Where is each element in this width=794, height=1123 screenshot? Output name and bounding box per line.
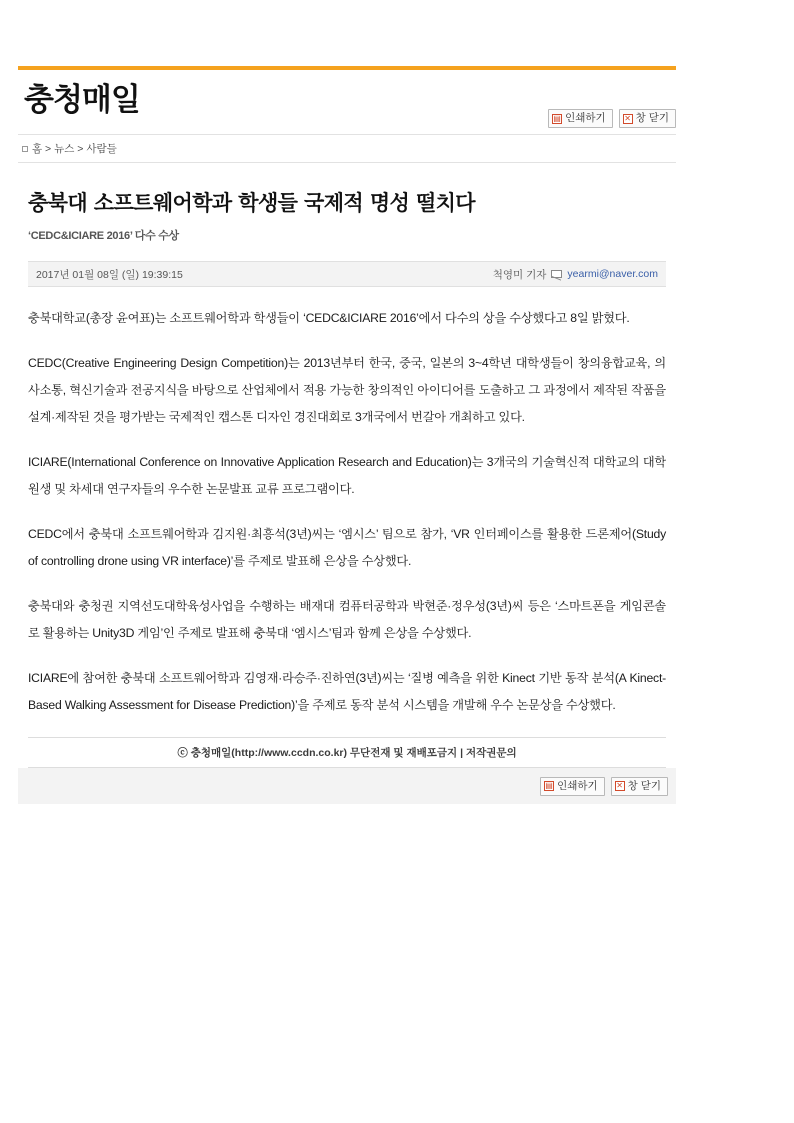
article-paragraph: CEDC(Creative Engineering Design Competition)는 2013년부터 한국, 중국, 일본의 3~4학년 대학생들이 창의융합교육, 의사소통, 혁신기술과 전공지식을 바탕으로 산업체에서 적용 가능한 창의적인 아이디어를 도출하고 그 과정에서 제작된 작품을 설계·제작된 것을 평가받는 국제적인 캡스톤 디자인 경진대회로 3개국에서 번갈아 개최하고 있다. [28,356,666,424]
footer-toolbar [18,768,676,804]
mail-icon [551,270,562,278]
byline-bar [28,261,666,287]
copyright-notice: ⓒ 충청매일(http://www.ccdn.co.kr) 무단전재 및 재배포금지 | 저작권문의 [28,737,666,768]
page-title: 충북대 소프트웨어학과 학생들 국제적 명성 떨치다 [28,191,475,215]
article-paragraph: 충북대와 충청권 지역선도대학육성사업을 수행하는 배재대 컴퓨터공학과 박현준·정우성(3년)씨 등은 ‘스마트폰을 게임콘솔로 활용하는 Unity3D 게임’인 주제로 발표해 충북대 ‘엠시스’팀과 함께 은상을 수상했다. [28,599,666,640]
printer-icon: ▤ [545,781,553,790]
article-paragraph: ICIARE에 참여한 충북대 소프트웨어학과 김영재·라승주·진하연(3년)씨는 ‘질병 예측을 위한 Kinect 기반 동작 분석(A Kinect-Based Walking Assessment for Disease Prediction)’을 주제로 동작 분석 시스템을 개발해 우수 논문상을 수상했다. [28,671,666,712]
publish-date: 2017년 01월 08일 (일) 19:39:15 [36,268,183,281]
close-icon: ✕ [616,781,623,790]
breadcrumb-text: 홈 > 뉴스 > 사람들 [32,143,117,155]
print-button-footer[interactable] [540,777,605,796]
article-paragraph: CEDC에서 충북대 소프트웨어학과 김지원·최흥석(3년)씨는 ‘엠시스’ 팀으로 참가, ‘VR 인터페이스를 활용한 드론제어(Study of controlling drone using VR interface)’를 주제로 발표해 은상을 수상했다. [28,527,666,568]
close-icon: ✕ [624,113,631,123]
breadcrumb[interactable] [22,141,672,156]
close-window-button-footer-label: 창 닫기 [627,779,661,792]
print-button-label: 인쇄하기 [565,112,606,124]
byline-right [493,267,658,282]
breadcrumb-bar [18,134,676,163]
close-window-button[interactable] [619,109,676,128]
print-button[interactable] [548,109,613,128]
masthead [18,70,676,132]
article-paragraph: 충북대학교(총장 윤여표)는 소프트웨어학과 학생들이 ‘CEDC&ICIARE 2016’에서 다수의 상을 수상했다고 8일 밝혔다. [28,311,630,325]
article-paragraphs [28,287,666,719]
site-logo: 충청매일 [24,82,140,118]
top-toolbar [548,109,676,128]
reporter-name: 척영미 기자 [492,268,547,281]
reporter-email[interactable]: yearmi@naver.com [567,268,658,280]
article-body [18,187,676,768]
print-button-footer-label: 인쇄하기 [557,779,598,792]
article-paragraph: ICIARE(International Conference on Innovative Application Research and Education)는 3개국의 기술혁신적 대학교의 대학원생 및 차세대 연구자들의 우수한 논문발표 교류 프로그램이다. [28,455,666,496]
article-sheet [18,66,676,804]
printer-icon: ▤ [553,113,561,123]
close-window-button-label: 창 닫기 [635,112,669,124]
bullet-square-icon [22,146,28,152]
close-window-button-footer[interactable] [611,777,668,796]
article-subhead: ‘CEDC&ICIARE 2016’ 다수 수상 [28,230,179,242]
